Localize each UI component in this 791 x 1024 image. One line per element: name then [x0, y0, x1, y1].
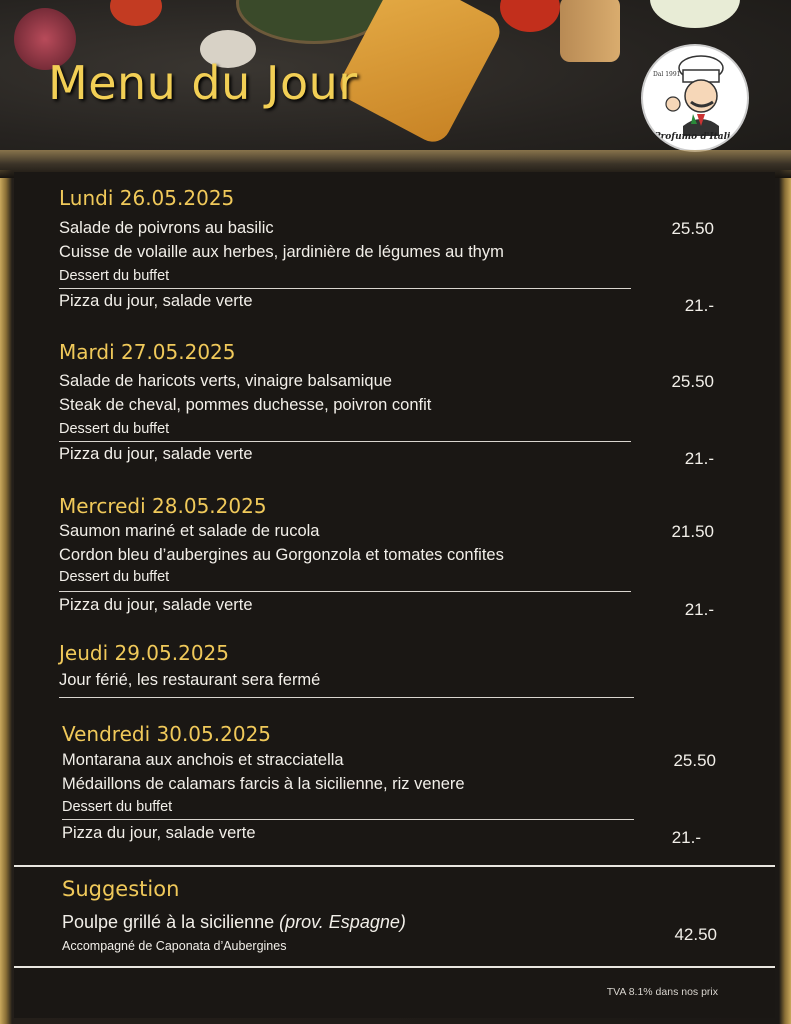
day-heading-monday: Lundi 26.05.2025	[59, 186, 235, 210]
suggestion-price: 42.50	[674, 925, 717, 944]
page-title: Menu du Jour	[48, 56, 358, 110]
price-wednesday: 21.50	[671, 522, 714, 541]
day-heading-thursday: Jeudi 29.05.2025	[59, 641, 229, 665]
divider-tuesday	[59, 441, 631, 442]
pizza-wednesday: Pizza du jour, salade verte	[59, 596, 253, 614]
dish-friday-2: Médaillons de calamars farcis à la sicilienne, riz venere	[62, 775, 465, 793]
pizza-tuesday: Pizza du jour, salade verte	[59, 445, 253, 463]
pizza-price-tuesday: 21.-	[684, 449, 714, 468]
divider-monday	[59, 288, 631, 289]
divider-thursday	[59, 697, 634, 698]
pizza-price-friday: 21.-	[671, 828, 701, 847]
suggestion-heading: Suggestion	[62, 877, 180, 901]
suggestion-dish-name: Poulpe grillé à la sicilienne	[62, 912, 280, 932]
pepper-mill-decoration	[560, 0, 620, 62]
pizza-friday: Pizza du jour, salade verte	[62, 824, 256, 842]
logo-text: Profumo d'Italia	[653, 132, 737, 142]
price-monday: 25.50	[671, 219, 714, 238]
logo-since: Dal 1991	[653, 71, 681, 78]
tomato-decoration	[110, 0, 162, 26]
dish-monday-1: Salade de poivrons au basilic	[59, 219, 274, 237]
pizza-price-wednesday: 21.-	[684, 600, 714, 619]
price-friday: 25.50	[673, 751, 716, 770]
dish-wednesday-1: Saumon mariné et salade de rucola	[59, 522, 320, 540]
dish-monday-2: Cuisse de volaille aux herbes, jardinière de légumes au thym	[59, 243, 504, 261]
dish-tuesday-1: Salade de haricots verts, vinaigre balsamique	[59, 372, 392, 390]
pizza-price-monday: 21.-	[684, 296, 714, 315]
holiday-note-thursday: Jour férié, les restaurant sera fermé	[59, 671, 321, 689]
suggestion-top-rule	[14, 865, 775, 867]
suggestion-dish-origin: (prov. Espagne)	[279, 912, 406, 932]
dish-tuesday-2: Steak de cheval, pommes duchesse, poivron confit	[59, 396, 432, 414]
dish-wednesday-3: Dessert du buffet	[59, 569, 170, 585]
divider-friday	[62, 819, 634, 820]
dish-wednesday-2: Cordon bleu d’aubergines au Gorgonzola et tomates confites	[59, 546, 504, 564]
dish-friday-3: Dessert du buffet	[62, 799, 173, 815]
suggestion-bottom-rule	[14, 966, 775, 968]
divider-wednesday	[59, 591, 631, 592]
dish-monday-3: Dessert du buffet	[59, 268, 170, 284]
day-heading-friday: Vendredi 30.05.2025	[62, 722, 272, 746]
tva-note: TVA 8.1% dans nos prix	[606, 986, 718, 998]
lemon-decoration	[650, 0, 740, 28]
restaurant-logo	[641, 44, 749, 152]
day-heading-tuesday: Mardi 27.05.2025	[59, 340, 236, 364]
tomato-decoration-2	[500, 0, 560, 32]
dish-tuesday-3: Dessert du buffet	[59, 421, 170, 437]
suggestion-dish	[62, 912, 406, 933]
price-tuesday: 25.50	[671, 372, 714, 391]
dish-friday-1: Montarana aux anchois et stracciatella	[62, 751, 344, 769]
header-image	[0, 0, 791, 170]
pizza-monday: Pizza du jour, salade verte	[59, 292, 253, 310]
suggestion-subtitle: Accompagné de Caponata d’Aubergines	[62, 939, 287, 953]
day-heading-wednesday: Mercredi 28.05.2025	[59, 494, 267, 518]
